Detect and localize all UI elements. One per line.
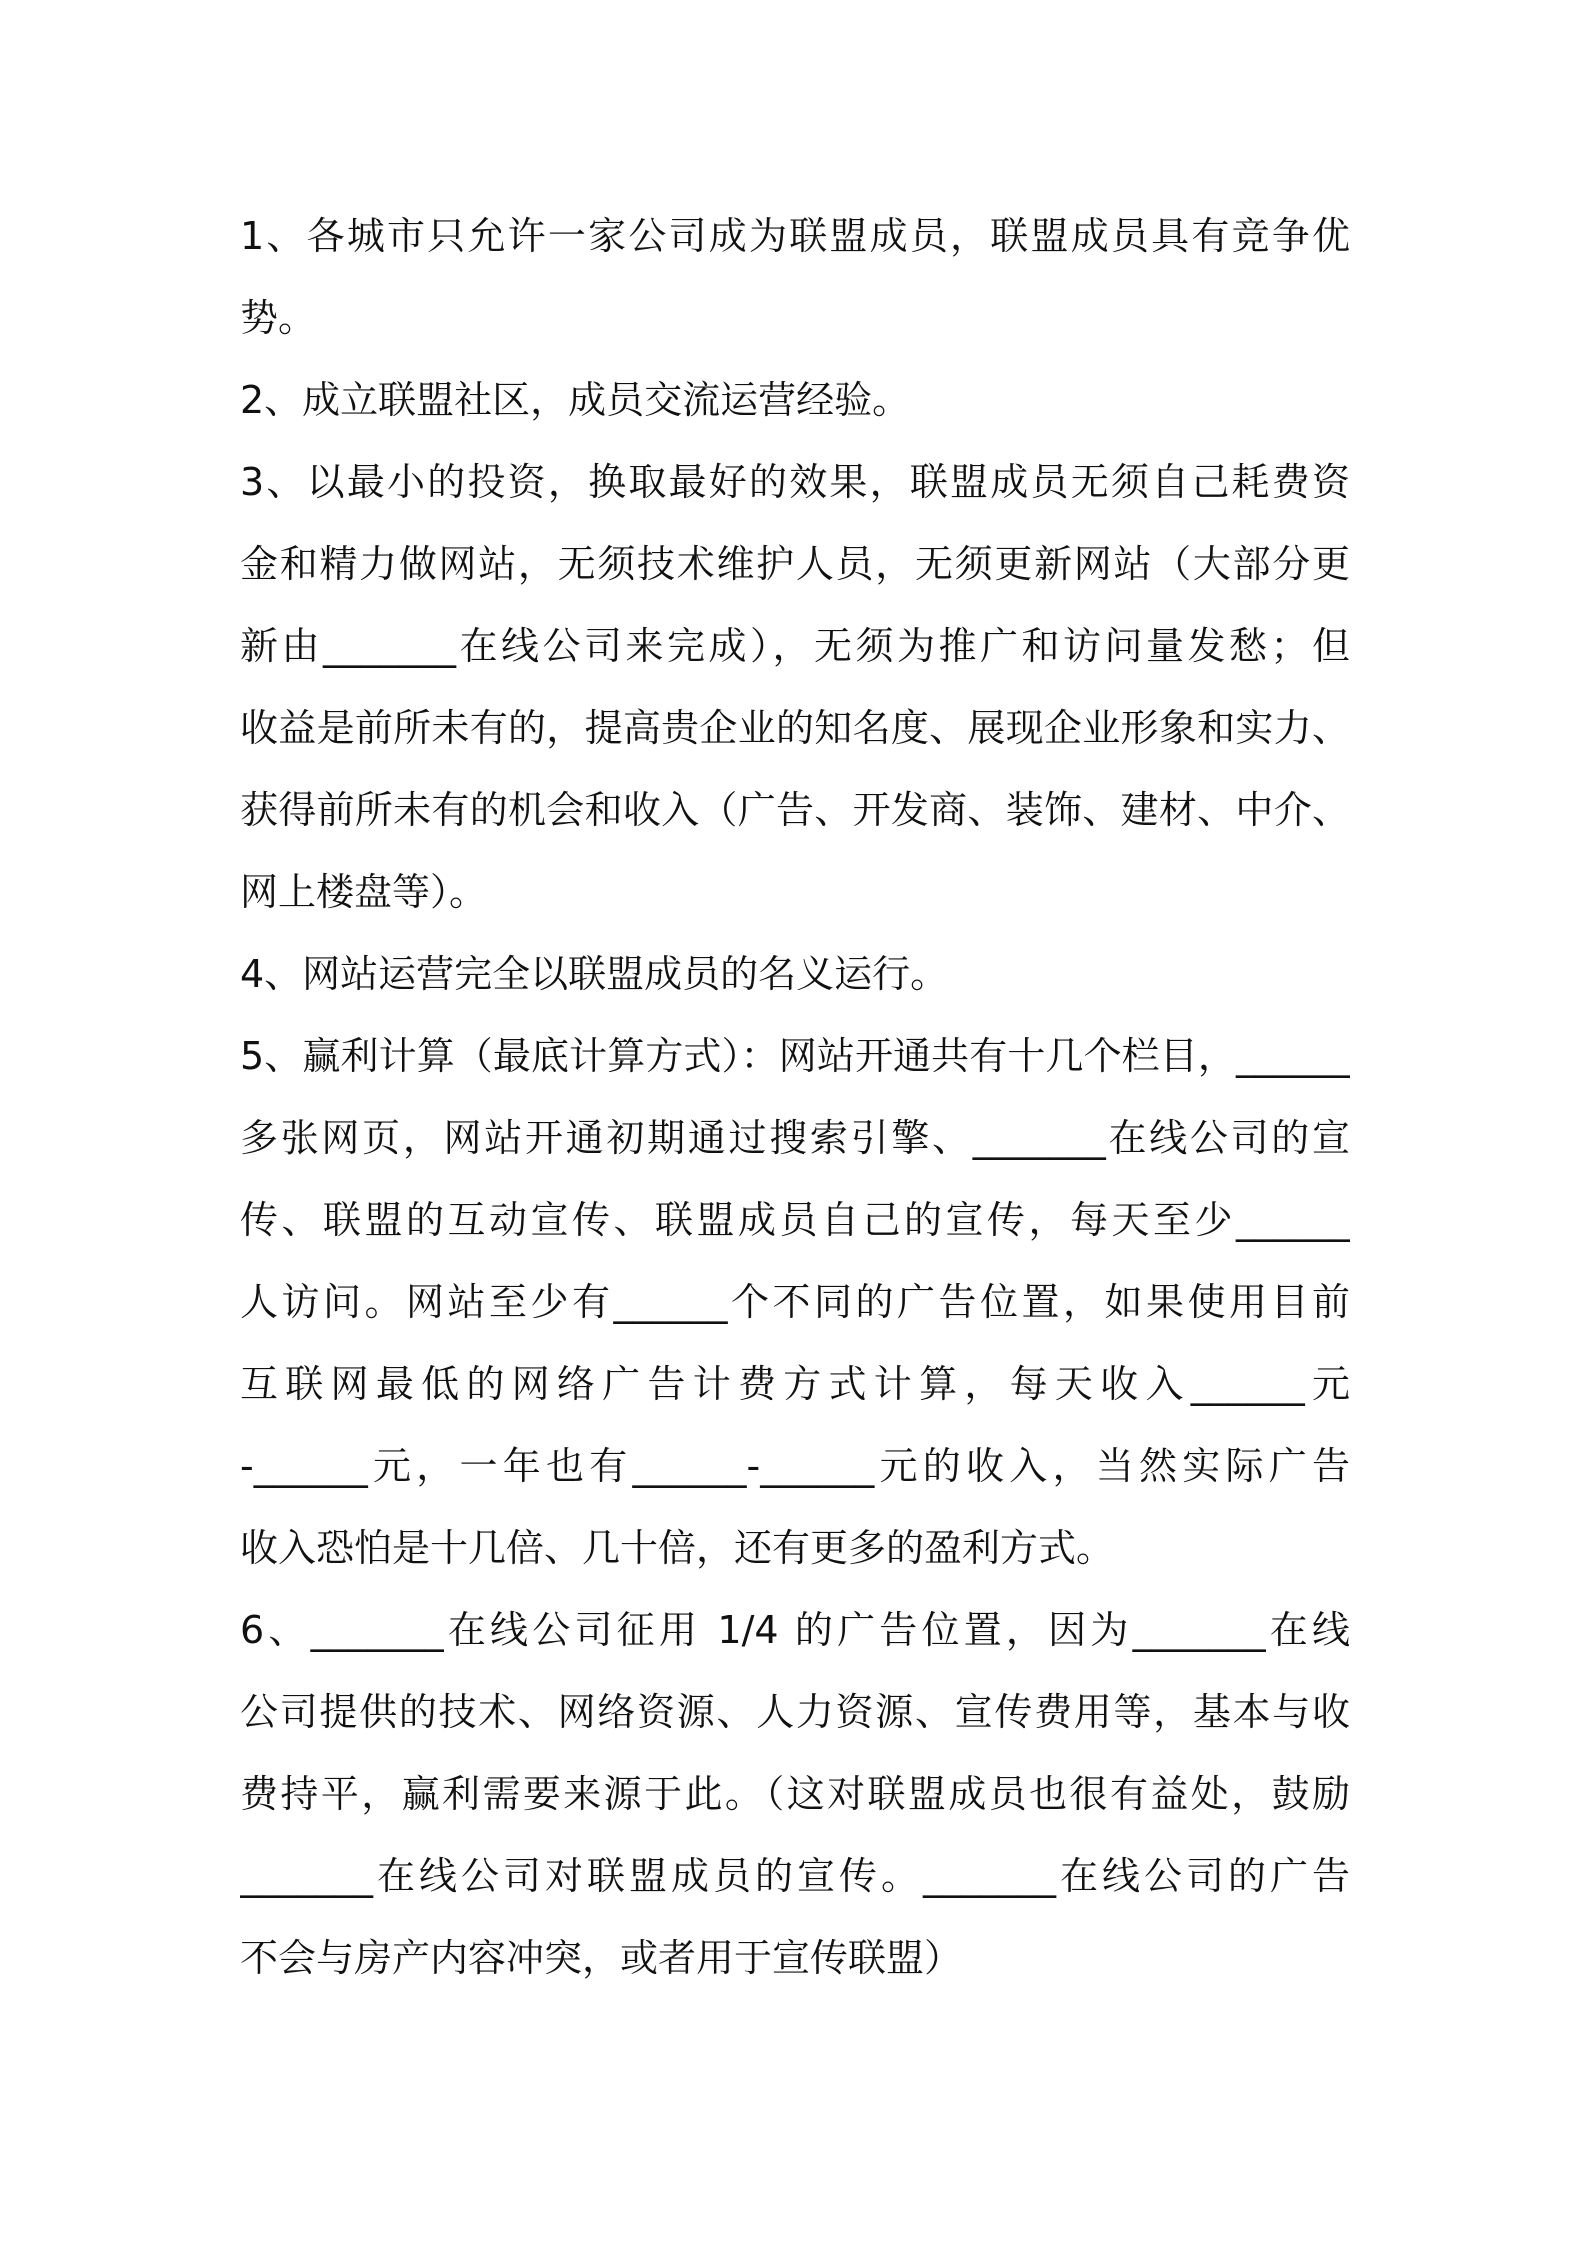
text-line: 4、网站运营完全以联盟成员的名义运行。 xyxy=(240,952,949,996)
text-line: 费持平，赢利需要来源于此。（这对联盟成员也很有益处，鼓励 xyxy=(240,1772,1350,1816)
text-line: _______在线公司对联盟成员的宣传。_______在线公司的广告 xyxy=(240,1854,1350,1898)
text-line: 3、以最小的投资，换取最好的效果，联盟成员无须自己耗费资 xyxy=(240,460,1350,504)
text-line: 公司提供的技术、网络资源、人力资源、宣传费用等，基本与收 xyxy=(240,1690,1350,1734)
text-line: 传、联盟的互动宣传、联盟成员自己的宣传，每天至少______ xyxy=(240,1198,1350,1242)
text-line: 收入恐怕是十几倍、几十倍，还有更多的盈利方式。 xyxy=(240,1526,1115,1570)
text-line: 不会与房产内容冲突，或者用于宣传联盟） xyxy=(240,1936,963,1980)
text-line: 2、成立联盟社区，成员交流运营经验。 xyxy=(240,378,911,422)
text-line: 5、赢利计算（最底计算方式）：网站开通共有十几个栏目，______ xyxy=(240,1034,1350,1078)
document-body xyxy=(240,195,1350,1999)
text-line: 新由_______在线公司来完成），无须为推广和访问量发愁；但 xyxy=(240,624,1350,668)
text-line: 多张网页，网站开通初期通过搜索引擎、_______在线公司的宣 xyxy=(240,1116,1350,1160)
text-line: 1、各城市只允许一家公司成为联盟成员，联盟成员具有竞争优 xyxy=(240,214,1350,258)
text-line: 获得前所未有的机会和收入（广告、开发商、装饰、建材、中介、 xyxy=(240,788,1350,832)
text-line: 6、_______在线公司征用 1/4 的广告位置，因为_______在线 xyxy=(240,1608,1350,1652)
text-line: 金和精力做网站，无须技术维护人员，无须更新网站（大部分更 xyxy=(240,542,1350,586)
text-line: 人访问。网站至少有______个不同的广告位置，如果使用目前 xyxy=(240,1280,1350,1324)
text-line: -______元，一年也有______-______元的收入，当然实际广告 xyxy=(240,1444,1350,1488)
text-line: 网上楼盘等）。 xyxy=(240,870,488,914)
text-line: 收益是前所未有的，提高贵企业的知名度、展现企业形象和实力、 xyxy=(240,706,1350,750)
text-line: 互联网最低的网络广告计费方式计算，每天收入______元 xyxy=(240,1362,1350,1406)
text-line: 势。 xyxy=(240,296,317,340)
